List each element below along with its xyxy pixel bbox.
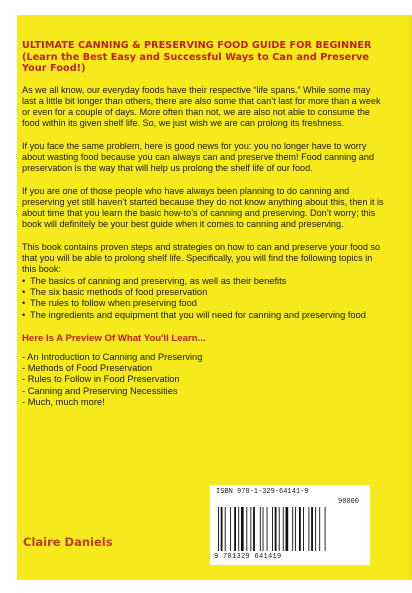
preview-item: - Rules to Follow in Food Preservation <box>22 374 392 385</box>
paragraph-intro: As we all know, our everyday foods have their respective “life spans.” While some may last a little bit longer than others, there are also some that can’t last for more than a week or even for a couple of days. More often than not, we are also not able to consume the food within its given shelf life. So, we just wish we are can prolong its freshness. <box>22 84 381 129</box>
cover-edge-shadow <box>408 15 412 580</box>
preview-item: - Much, much more! <box>22 397 392 408</box>
barcode-digits: 9 781329 641419 <box>214 553 282 561</box>
preview-list <box>22 352 392 408</box>
paragraph-good-news: If you face the same problem, here is good news for you: you no longer have to worry about wasting food because you can always can and preserve them! Food canning and preservation is the way that will help us prolong the shelf life of our food. <box>22 140 375 174</box>
barcode-bars-icon <box>216 507 364 553</box>
preview-item: - Canning and Preserving Necessities <box>22 386 392 397</box>
preview-item: - Methods of Food Preservation <box>22 363 392 374</box>
topic-item: • The rules to follow when preserving food <box>22 298 392 309</box>
paragraph-planning: If you are one of those people who have always been planning to do canning and preserving yet still haven’t started because they do not know anything about this, then it is about time that you learn the basic how-to’s of canning and preserving. Don’t worry; this book will definitely be your best guide when it comes to canning and preserving. <box>22 185 384 230</box>
isbn-barcode <box>210 485 370 565</box>
author-name: Claire Daniels <box>23 535 113 549</box>
book-title: ULTIMATE CANNING & PRESERVING FOOD GUIDE FOR BEGINNER (Learn the Best Easy and Successful Ways to Can and Preserve Your Food!) <box>22 40 372 74</box>
topic-item: • The ingredients and equipment that you will need for canning and preserving food <box>22 310 392 321</box>
topic-item: • The basics of canning and preserving, as well as their benefits <box>22 276 392 287</box>
isbn-number: ISBN 978-1-329-64141-9 <box>216 488 309 496</box>
paragraph-contents: This book contains proven steps and strategies on how to can and preserve your food so that you will be able to prolong shelf life. Specifically, you will find the following topics in this book: <box>22 241 381 275</box>
topic-item: • The six basic methods of food preservation <box>22 287 392 298</box>
topics-list <box>22 276 392 321</box>
price-code: 90000 <box>338 498 360 506</box>
cover-content <box>22 40 392 408</box>
preview-heading: Here Is A Preview Of What You'll Learn... <box>22 332 206 344</box>
preview-item: - An Introduction to Canning and Preserving <box>22 352 392 363</box>
